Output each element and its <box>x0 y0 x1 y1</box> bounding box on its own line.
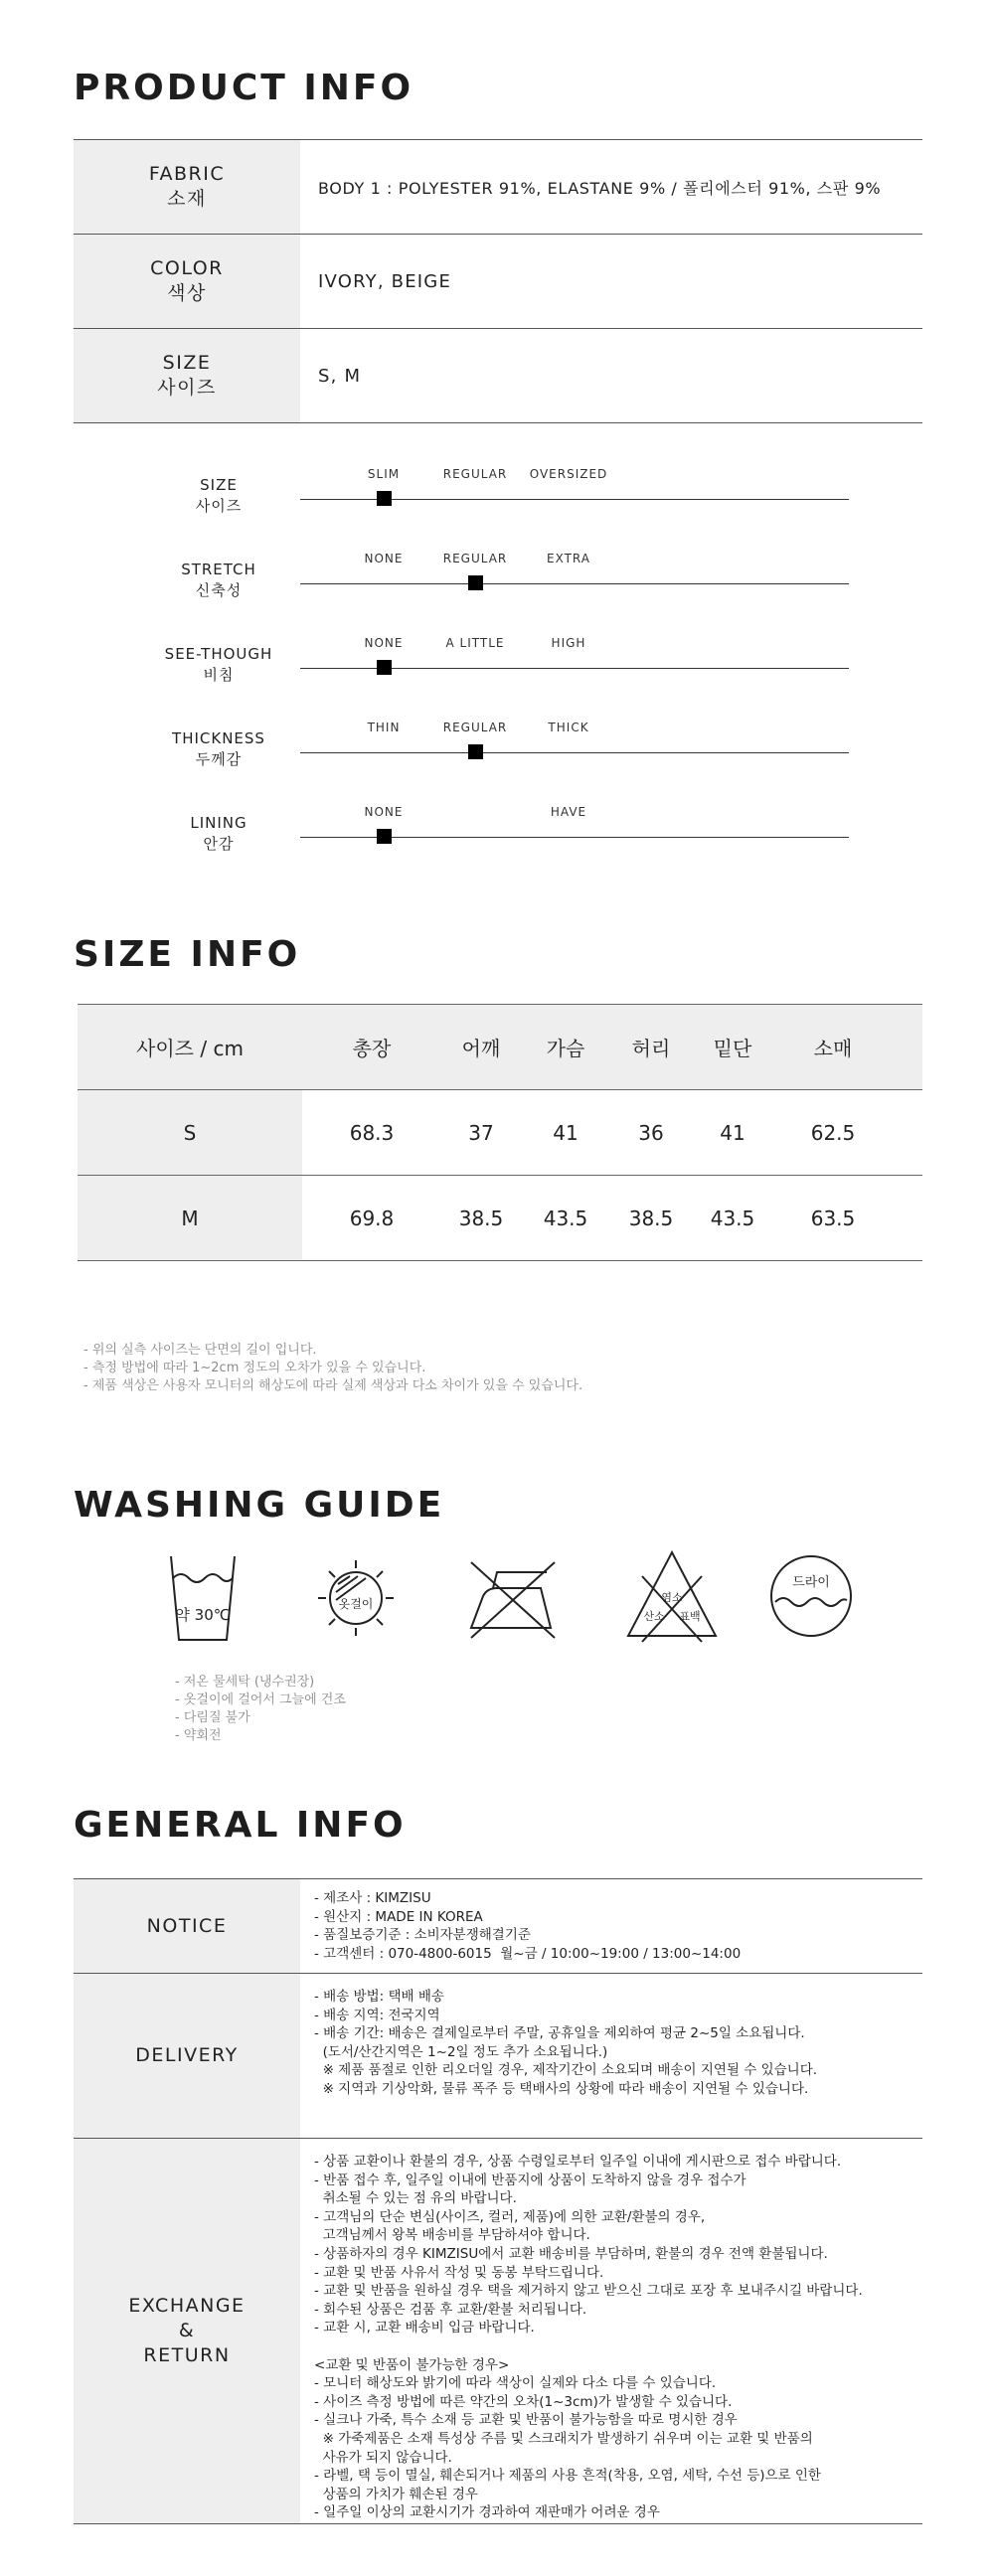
size-info-title: SIZE INFO <box>74 934 301 975</box>
size-cell: M <box>78 1176 302 1260</box>
general-info-line: - 교환 시, 교환 배송비 입금 바랍니다. <box>314 2320 535 2336</box>
bleach-chlorine-text: 염소 <box>661 1591 683 1604</box>
size-cell: 43.5 <box>543 1206 588 1230</box>
general-info-line: 고객님께서 왕복 배송비를 부담하셔야 합니다. <box>314 2227 590 2244</box>
general-info-line: - 원산지 : MADE IN KOREA <box>314 1908 483 1925</box>
size-cell: 36 <box>638 1120 664 1145</box>
scale-row-lining <box>139 805 855 865</box>
general-info-line: ※ 지역과 기상악화, 물류 폭주 등 택배사의 상황에 따라 배송이 지연될 수 있습니다. <box>314 2080 809 2097</box>
general-info-table <box>74 1878 922 2524</box>
general-info-line: 사유가 되지 않습니다. <box>314 2449 452 2466</box>
wash-30-text: 약 30℃ <box>175 1606 231 1624</box>
size-table-row <box>78 1176 922 1261</box>
general-info-line: - 교환 및 반품 사유서 작성 및 동봉 부탁드립니다. <box>314 2264 604 2281</box>
size-cell: 68.3 <box>349 1120 395 1145</box>
size-header-cell: 밑단 <box>713 1037 752 1060</box>
general-info-line: - 라벨, 택 등이 멸실, 훼손되거나 제품의 사용 흔적(착용, 오염, 세탁, 수선 등)으로 인한 <box>314 2468 821 2485</box>
size-cell: 43.5 <box>710 1206 755 1230</box>
general-info-line: - 회수된 상품은 검품 후 교환/환불 처리됩니다. <box>314 2301 587 2318</box>
scale-label-en: STRETCH <box>181 561 256 578</box>
size-header-cell: 어깨 <box>461 1037 501 1060</box>
general-info-label-text: DELIVERY <box>135 2044 239 2066</box>
scale-option: HIGH <box>551 636 586 650</box>
washing-note: - 옷걸이에 걸어서 그늘에 건조 <box>175 1692 346 1707</box>
scale-option: REGULAR <box>442 721 508 734</box>
scale-label <box>139 813 298 855</box>
wash-30-icon <box>157 1548 248 1648</box>
fabric-label-ko: 소재 <box>167 188 207 210</box>
general-info-line: - 일주일 이상의 교환시기가 경과하여 재판매가 어려운 경우 <box>314 2504 660 2521</box>
product-info-title: PRODUCT INFO <box>74 68 414 108</box>
size-header-cell: 총장 <box>352 1037 392 1060</box>
general-info-content <box>300 1974 922 2138</box>
general-info-label-text: NOTICE <box>146 1914 228 1937</box>
size-cell: 63.5 <box>810 1206 856 1230</box>
size-header-cell: 사이즈 / cm <box>136 1037 244 1060</box>
hang-dry-shade-icon <box>310 1548 402 1648</box>
scale-label-ko: 사이즈 <box>195 497 243 515</box>
general-info-line: - 고객님의 단순 변심(사이즈, 컬러, 제품)에 의한 교환/환불의 경우, <box>314 2208 706 2225</box>
scale-option: OVERSIZED <box>529 467 608 481</box>
size-cell: 62.5 <box>810 1120 856 1145</box>
fabric-row <box>74 140 922 235</box>
general-info-label <box>74 1974 300 2138</box>
scale-line <box>300 583 849 584</box>
washing-guide-title: WASHING GUIDE <box>74 1485 445 1526</box>
color-label <box>74 235 300 328</box>
size-cell: 41 <box>553 1120 579 1145</box>
scale-row-size <box>139 467 855 527</box>
bleach-oxygen-text: 산소 <box>643 1610 665 1623</box>
scale-marker <box>377 491 392 506</box>
general-info-label <box>74 2139 300 2523</box>
scale-option: A LITTLE <box>445 636 505 650</box>
scale-label-en: SIZE <box>200 476 238 494</box>
size-cell: 38.5 <box>458 1206 504 1230</box>
scale-label <box>139 644 298 686</box>
scale-option: THICK <box>548 721 589 734</box>
general-info-line: - 품질보증기준 : 소비자분쟁해결기준 <box>314 1927 531 1944</box>
scale-option: HAVE <box>550 805 587 819</box>
size-cell: 41 <box>720 1120 746 1145</box>
scale-label-ko: 안감 <box>203 835 235 853</box>
general-info-line: (도서/산간지역은 1~2일 정도 추가 소요됩니다.) <box>314 2043 608 2060</box>
general-info-line: - 배송 지역: 전국지역 <box>314 2007 440 2023</box>
general-info-line: - 모니터 해상도와 밝기에 따라 색상이 실제와 다소 다를 수 있습니다. <box>314 2375 717 2392</box>
scale-option: NONE <box>364 636 404 650</box>
general-info-row <box>74 2139 922 2524</box>
general-info-line: - 사이즈 측정 방법에 따른 약간의 오차(1~3cm)가 발생할 수 있습니다. <box>314 2393 733 2410</box>
scale-row-see-though <box>139 636 855 696</box>
color-label-ko: 색상 <box>167 282 207 304</box>
general-info-line: - 제조사 : KIMZISU <box>314 1890 431 1906</box>
size-cell: S <box>78 1090 302 1175</box>
size-label-ko: 사이즈 <box>157 377 217 399</box>
scale-marker <box>377 660 392 675</box>
general-info-label <box>74 1879 300 1973</box>
general-info-content <box>300 2139 922 2523</box>
general-info-line: - 고객센터 : 070-4800-6015 월~금 / 10:00~19:00 / 13:00~14:00 <box>314 1945 742 1962</box>
size-row <box>74 329 922 423</box>
scale-option: THIN <box>367 721 401 734</box>
size-label <box>74 329 300 422</box>
general-info-line: - 교환 및 반품을 원하실 경우 택을 제거하지 않고 받으신 그대로 포장 후 보내주시길 바랍니다. <box>314 2283 863 2300</box>
scale-label <box>139 475 298 517</box>
size-header-cell: 가슴 <box>546 1037 585 1060</box>
general-info-line: <교환 및 반품이 불가능한 경우> <box>314 2356 510 2373</box>
size-note: - 위의 실측 사이즈는 단면의 길이 입니다. <box>83 1343 317 1358</box>
fabric-value: BODY 1 : POLYESTER 91%, ELASTANE 9% / 폴리에스터 91%, 스판 9% <box>318 178 882 198</box>
scale-option: REGULAR <box>442 467 508 481</box>
bleach-text: 표백 <box>679 1610 701 1623</box>
scale-label-en: THICKNESS <box>172 729 265 747</box>
general-info-line: - 상품하자의 경우 KIMZISU에서 교환 배송비를 부담하며, 환불의 경우 전액 환불됩니다. <box>314 2245 828 2262</box>
general-info-row <box>74 1974 922 2139</box>
color-label-en: COLOR <box>150 257 224 279</box>
color-row <box>74 235 922 329</box>
scale-option: NONE <box>364 552 404 565</box>
general-info-line: - 배송 방법: 택배 배송 <box>314 1989 444 2005</box>
scale-label <box>139 560 298 601</box>
general-info-label-text: & <box>178 2320 196 2341</box>
size-cell: 38.5 <box>628 1206 674 1230</box>
hang-dry-text: 옷걸이 <box>338 1597 374 1611</box>
color-value: IVORY, BEIGE <box>318 270 452 292</box>
scale-marker <box>468 575 483 590</box>
general-info-label-text: RETURN <box>143 2344 231 2366</box>
general-info-row <box>74 1879 922 1974</box>
no-iron-icon <box>463 1548 555 1648</box>
scale-option: REGULAR <box>442 552 508 565</box>
scale-label-en: SEE-THOUGH <box>164 645 273 663</box>
general-info-line: ※ 제품 품절로 인한 리오더일 경우, 제작기간이 소요되며 배송이 지연될 수 있습니다. <box>314 2062 818 2079</box>
size-notes <box>83 1342 582 1395</box>
size-header-cell: 소매 <box>813 1037 853 1060</box>
scale-option: EXTRA <box>547 552 590 565</box>
general-info-line: - 실크나 가죽, 특수 소재 등 교환 및 반품이 불가능함을 따로 명시한 경우 <box>314 2412 738 2429</box>
general-info-title: GENERAL INFO <box>74 1805 407 1846</box>
washing-notes <box>175 1674 346 1745</box>
scale-label <box>139 728 298 770</box>
scale-option: SLIM <box>367 467 401 481</box>
general-info-line: ※ 가죽제품은 소재 특성상 주름 및 스크래치가 발생하기 쉬우며 이는 교환 및 반품의 <box>314 2430 813 2447</box>
general-info-line: - 배송 기간: 배송은 결제일로부터 주말, 공휴일을 제외하여 평균 2~5일 소요됩니다. <box>314 2025 805 2042</box>
dry-clean-text: 드라이 <box>792 1575 830 1590</box>
scale-marker <box>468 744 483 759</box>
size-note: - 제품 색상은 사용자 모니터의 해상도에 따라 실제 색상과 다소 차이가 있을 수 있습니다. <box>83 1378 583 1393</box>
general-info-line: - 반품 접수 후, 일주일 이내에 반품지에 상품이 도착하지 않을 경우 접수가 <box>314 2172 746 2188</box>
scale-line <box>300 752 849 753</box>
scale-marker <box>377 829 392 844</box>
no-bleach-icon <box>622 1546 722 1646</box>
scale-label-ko: 두께감 <box>195 750 243 768</box>
fabric-label-en: FABRIC <box>148 163 226 185</box>
washing-note: - 저온 물세탁 (냉수권장) <box>175 1675 315 1690</box>
size-note: - 측정 방법에 따라 1~2cm 정도의 오차가 있을 수 있습니다. <box>83 1361 426 1375</box>
size-cell: 69.8 <box>349 1206 395 1230</box>
scale-label-en: LINING <box>190 814 248 832</box>
scale-label-ko: 비침 <box>203 666 235 684</box>
washing-note: - 약회전 <box>175 1728 222 1743</box>
size-table-row <box>78 1090 922 1176</box>
product-info-table <box>74 139 922 423</box>
size-table <box>78 1004 922 1261</box>
general-info-line: - 상품 교환이나 환불의 경우, 상품 수령일로부터 일주일 이내에 게시판으로 접수 바랍니다. <box>314 2154 842 2170</box>
size-table-header <box>78 1005 922 1090</box>
dry-clean-icon <box>761 1546 861 1646</box>
scale-label-ko: 신축성 <box>195 581 243 599</box>
scale-row-thickness <box>139 721 855 780</box>
general-info-line: 상품의 가치가 훼손된 경우 <box>314 2486 478 2502</box>
scale-row-stretch <box>139 552 855 611</box>
general-info-line: 취소될 수 있는 점 유의 바랍니다. <box>314 2190 517 2207</box>
general-info-line <box>314 2337 922 2356</box>
size-value: S, M <box>318 365 362 387</box>
fabric-label <box>74 140 300 234</box>
size-cell: 37 <box>468 1120 494 1145</box>
scale-option: NONE <box>364 805 404 819</box>
size-header-cell: 허리 <box>631 1037 671 1060</box>
washing-note: - 다림질 불가 <box>175 1710 250 1725</box>
general-info-content <box>300 1879 922 1973</box>
general-info-label-text: EXCHANGE <box>128 2295 246 2317</box>
size-label-en: SIZE <box>162 352 212 374</box>
